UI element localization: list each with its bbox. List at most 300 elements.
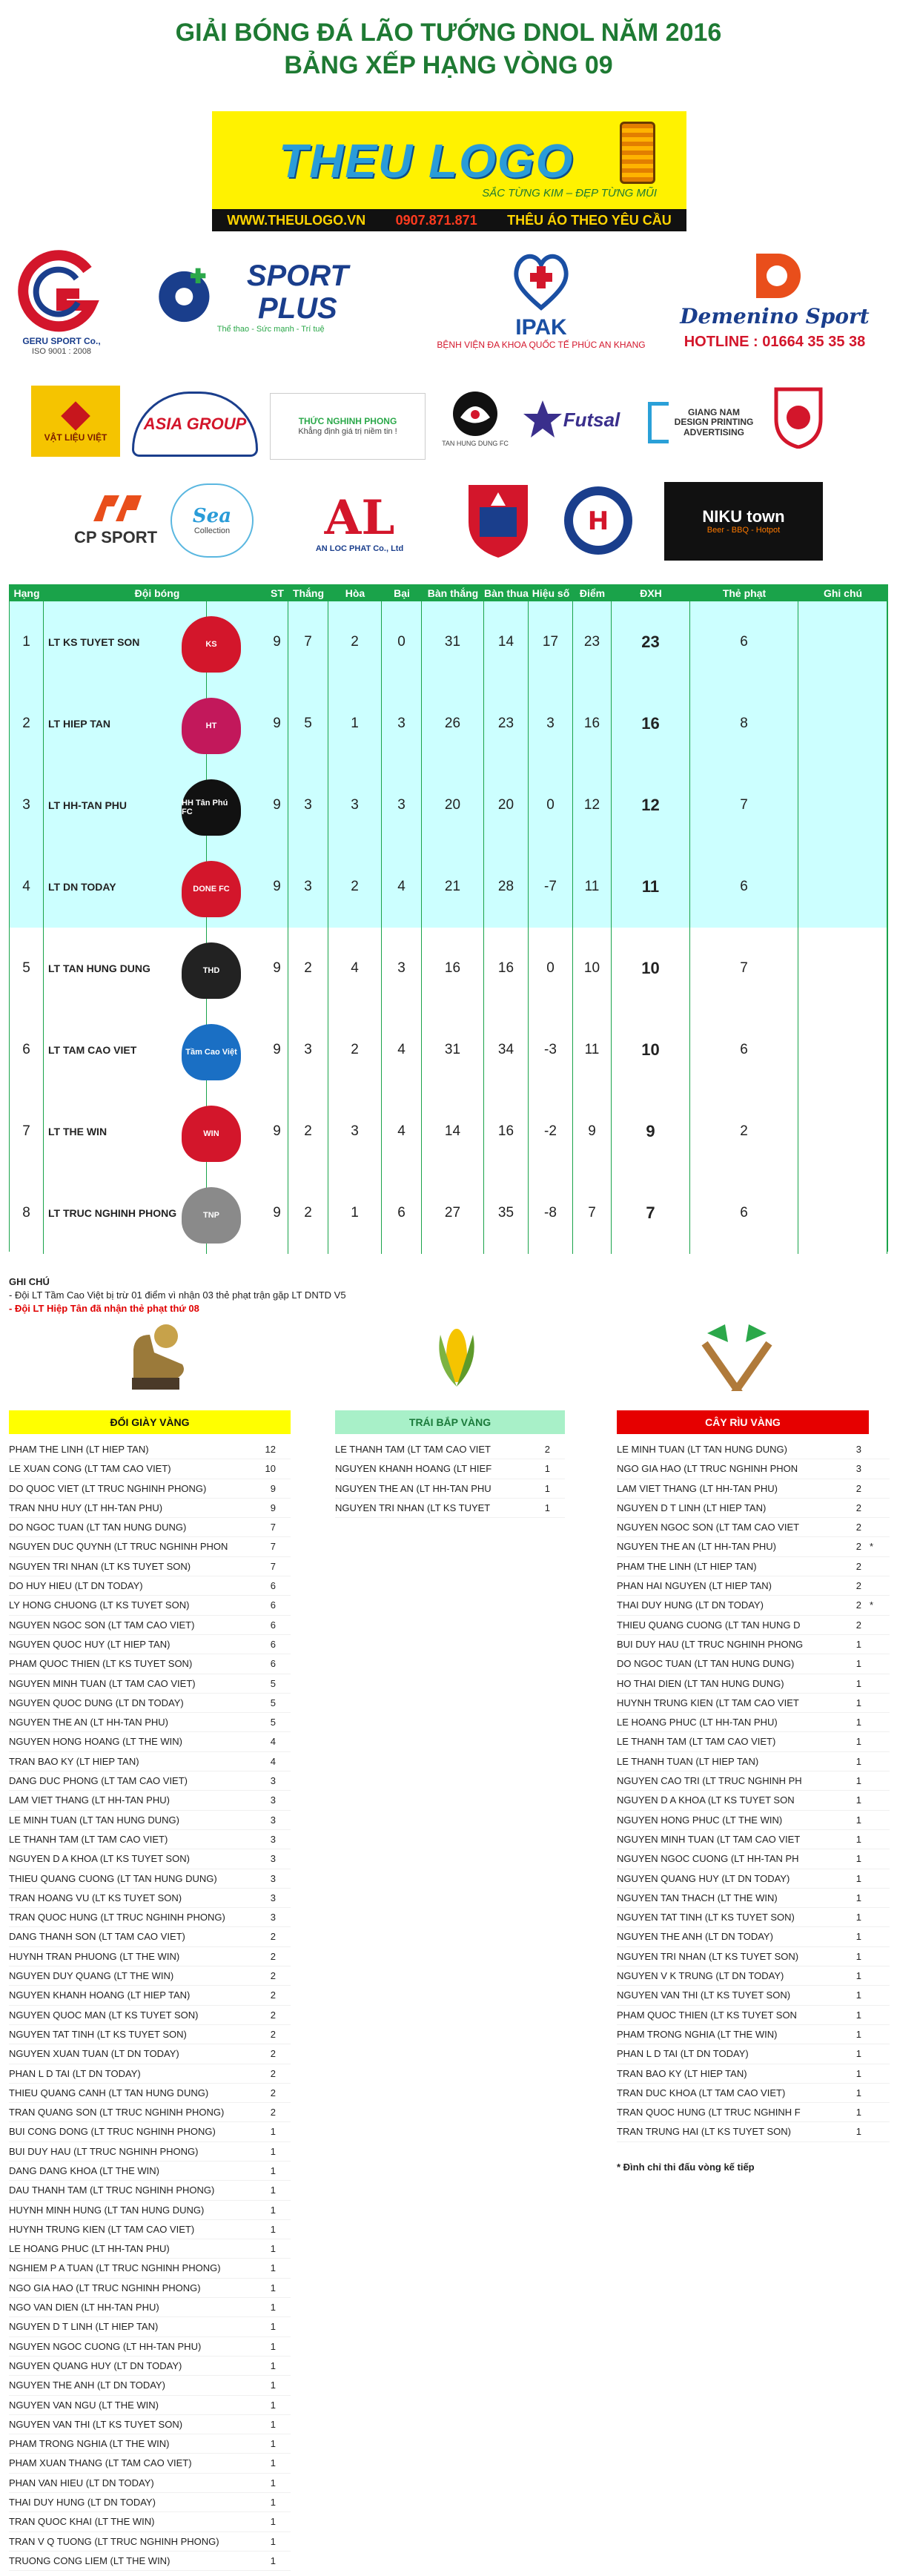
player-count: 1 bbox=[855, 1755, 861, 1767]
player-count: 1 bbox=[855, 1638, 861, 1650]
thread-spool-icon bbox=[620, 122, 655, 184]
list-item bbox=[9, 1674, 291, 1694]
player-name: NGUYEN NGOC CUONG (LT HH-TAN PH bbox=[617, 1853, 799, 1865]
player-count: 1 bbox=[855, 1814, 861, 1826]
player-count: 2 bbox=[855, 1541, 861, 1553]
list-item bbox=[9, 1557, 291, 1576]
player-count: 4 bbox=[270, 1755, 276, 1767]
player-name: BUI DUY HAU (LT TRUC NGHINH PHONG bbox=[617, 1638, 804, 1650]
player-name: NGUYEN THE ANH (LT DN TODAY) bbox=[9, 2380, 165, 2391]
suspension-mark: * bbox=[869, 1541, 873, 1553]
player-count: 2 bbox=[855, 1619, 861, 1631]
list-item bbox=[9, 2259, 291, 2278]
svg-text:H: H bbox=[587, 506, 609, 536]
list-item bbox=[617, 1869, 890, 1889]
list-item bbox=[617, 1557, 890, 1576]
list-item bbox=[9, 2064, 291, 2084]
cell-team: LT DN TODAY bbox=[44, 846, 207, 928]
player-name: NGUYEN MINH TUAN (LT TAM CAO VIET) bbox=[9, 1677, 196, 1689]
list-item bbox=[9, 1537, 291, 1556]
column-header: Thẻ phạt bbox=[722, 587, 767, 599]
list-item bbox=[9, 2181, 291, 2200]
player-count: 2 bbox=[855, 1580, 861, 1592]
cell-ga: 16 bbox=[484, 1091, 529, 1172]
player-count: 4 bbox=[270, 1736, 276, 1748]
cell-team: LT TRUC NGHINH PHONG bbox=[44, 1172, 207, 1254]
list-item bbox=[9, 2279, 291, 2298]
cp-icon bbox=[86, 492, 145, 529]
table-row bbox=[10, 1091, 887, 1172]
cell-note bbox=[798, 601, 887, 683]
cell-st: 9 bbox=[266, 928, 288, 1009]
suspension-mark: * bbox=[869, 1599, 873, 1611]
player-name: NGUYEN D A KHOA (LT KS TUYET SON) bbox=[9, 1853, 190, 1865]
player-name: NGUYEN HONG PHUC (LT THE WIN) bbox=[617, 1814, 783, 1826]
player-name: NGUYEN MINH TUAN (LT TAM CAO VIET bbox=[617, 1833, 801, 1845]
cell-pts: 16 bbox=[573, 683, 612, 764]
list-item bbox=[9, 2103, 291, 2122]
cell-st: 9 bbox=[266, 1172, 288, 1254]
list-item bbox=[9, 1499, 291, 1518]
list-item bbox=[9, 2122, 291, 2141]
player-name: NGUYEN TAT TINH (LT KS TUYET SON) bbox=[617, 1912, 795, 1923]
player-count: 3 bbox=[270, 1833, 276, 1845]
list-item bbox=[617, 2044, 890, 2064]
golden-boot-list bbox=[9, 1440, 291, 2571]
list-item bbox=[617, 1732, 890, 1751]
list-item bbox=[9, 2474, 291, 2493]
player-name: NGUYEN QUANG HUY (LT DN TODAY) bbox=[617, 1872, 790, 1884]
list-item bbox=[617, 2103, 890, 2122]
player-count: 5 bbox=[270, 1677, 276, 1689]
player-count: 1 bbox=[270, 2380, 276, 2391]
cell-gd: -2 bbox=[529, 1091, 573, 1172]
player-name: NGUYEN DUC QUYNH (LT TRUC NGHINH PHON bbox=[9, 1541, 228, 1553]
golden-axe-icon bbox=[700, 1320, 774, 1391]
player-name: NGUYEN XUAN TUAN (LT DN TODAY) bbox=[9, 2048, 179, 2060]
player-count: 1 bbox=[855, 1970, 861, 1982]
cell-note bbox=[798, 764, 887, 846]
dragon-icon bbox=[449, 388, 501, 440]
player-name: HUYNH TRAN PHUONG (LT THE WIN) bbox=[9, 1950, 180, 1962]
cell-dxh: 16 bbox=[612, 683, 690, 764]
player-count: 6 bbox=[270, 1619, 276, 1631]
list-item bbox=[9, 1518, 291, 1537]
player-count: 9 bbox=[270, 1482, 276, 1494]
list-item bbox=[617, 1674, 890, 1694]
cell-st: 9 bbox=[266, 846, 288, 928]
banner-slogan: SẮC TỪNG KIM – ĐẸP TỪNG MŨI bbox=[482, 187, 657, 199]
list-item bbox=[9, 1947, 291, 1966]
list-item bbox=[617, 1596, 890, 1615]
table-row bbox=[10, 846, 887, 928]
cell-dxh: 12 bbox=[612, 764, 690, 846]
heart-cross-icon bbox=[512, 248, 571, 315]
list-item bbox=[617, 1811, 890, 1830]
cp-sport-logo: CP SPORT bbox=[71, 483, 160, 555]
player-name: NGUYEN QUOC HUY (LT HIEP TAN) bbox=[9, 1638, 171, 1650]
cell-rank: 2 bbox=[10, 683, 44, 764]
list-item bbox=[617, 1440, 890, 1459]
page-title: GIẢI BÓNG ĐÁ LÃO TƯỚNG DNOL NĂM 2016 bbox=[175, 19, 722, 47]
cell-gf: 31 bbox=[422, 1009, 484, 1091]
player-count: 2 bbox=[855, 1599, 861, 1611]
cell-rank: 7 bbox=[10, 1091, 44, 1172]
player-name: PHAM TRONG NGHIA (LT THE WIN) bbox=[9, 2438, 170, 2450]
table-row bbox=[10, 1172, 887, 1254]
player-count: 1 bbox=[270, 2223, 276, 2235]
cell-l: 4 bbox=[382, 1009, 422, 1091]
cell-gf: 27 bbox=[422, 1172, 484, 1254]
player-name: THIEU QUANG CUONG (LT TAN HUNG D bbox=[617, 1619, 801, 1631]
list-item bbox=[9, 1752, 291, 1771]
cell-l: 4 bbox=[382, 1091, 422, 1172]
column-header: ST bbox=[271, 587, 284, 599]
player-count: 1 bbox=[270, 2535, 276, 2547]
list-item bbox=[9, 2493, 291, 2512]
cell-team: LT KS TUYET SON bbox=[44, 601, 207, 683]
banner-bar bbox=[212, 209, 686, 231]
banner-note: THÊU ÁO THEO YÊU CẦU bbox=[507, 212, 672, 228]
player-name: THIEU QUANG CANH (LT TAN HUNG DUNG) bbox=[9, 2087, 209, 2098]
cell-w: 2 bbox=[288, 1091, 328, 1172]
player-name: THAI DUY HUNG (LT DN TODAY) bbox=[9, 2497, 156, 2509]
cell-dxh: 11 bbox=[612, 846, 690, 928]
player-count: 1 bbox=[855, 1892, 861, 1903]
theu-logo-banner bbox=[212, 111, 686, 231]
player-count: 1 bbox=[270, 2164, 276, 2176]
cell-rank: 8 bbox=[10, 1172, 44, 1254]
player-count: 2 bbox=[270, 1931, 276, 1943]
player-count: 1 bbox=[855, 1697, 861, 1708]
player-name: PHAM QUOC THIEN (LT KS TUYET SON bbox=[617, 2009, 797, 2021]
player-name: HUYNH MINH HUNG (LT TAN HUNG DUNG) bbox=[9, 2204, 205, 2216]
player-name: NGUYEN NGOC CUONG (LT HH-TAN PHU) bbox=[9, 2340, 202, 2352]
player-count: 1 bbox=[855, 1775, 861, 1787]
cell-cards: 7 bbox=[690, 764, 798, 846]
diamond-icon bbox=[59, 399, 93, 433]
player-name: NGUYEN KHANH HOANG (LT HIEP TAN) bbox=[9, 1989, 191, 2001]
list-item bbox=[9, 2239, 291, 2259]
round-crest-icon bbox=[561, 483, 635, 558]
player-count: 1 bbox=[855, 1872, 861, 1884]
list-item bbox=[9, 2357, 291, 2376]
list-item bbox=[9, 1732, 291, 1751]
cell-ga: 14 bbox=[484, 601, 529, 683]
player-name: NGUYEN QUOC MAN (LT KS TUYET SON) bbox=[9, 2009, 199, 2021]
player-count: 3 bbox=[270, 1912, 276, 1923]
cell-team: LT HH-TAN PHU bbox=[44, 764, 207, 846]
player-name: NGUYEN DUY QUANG (LT THE WIN) bbox=[9, 1970, 174, 1982]
player-name: NGO GIA HAO (LT TRUC NGHINH PHON bbox=[617, 1463, 798, 1475]
player-count: 3 bbox=[855, 1444, 861, 1455]
player-count: 7 bbox=[270, 1522, 276, 1533]
list-item bbox=[9, 2532, 291, 2552]
list-item bbox=[9, 2142, 291, 2161]
cell-pts: 10 bbox=[573, 928, 612, 1009]
column-header: Bại bbox=[394, 587, 410, 599]
player-count: 1 bbox=[270, 2477, 276, 2489]
bracket-icon bbox=[648, 402, 669, 443]
player-count: 1 bbox=[855, 1677, 861, 1689]
list-item bbox=[617, 1830, 890, 1849]
list-item bbox=[617, 2064, 890, 2084]
banner-web: WWW.THEULOGO.VN bbox=[227, 212, 366, 228]
column-header: Đội bóng bbox=[134, 587, 180, 599]
list-item bbox=[617, 2122, 890, 2141]
player-count: 1 bbox=[855, 2048, 861, 2060]
giang-nam-logo: GIANG NAM DESIGN PRINTING ADVERTISING bbox=[642, 393, 761, 452]
list-item bbox=[9, 1635, 291, 1654]
cell-l: 6 bbox=[382, 1172, 422, 1254]
list-item bbox=[9, 2337, 291, 2357]
cell-w: 2 bbox=[288, 1172, 328, 1254]
player-name: PHAN L D TAI (LT DN TODAY) bbox=[9, 2067, 141, 2079]
list-item bbox=[9, 1440, 291, 1459]
list-item bbox=[617, 1966, 890, 1986]
player-name: TRAN QUOC HUNG (LT TRUC NGHINH F bbox=[617, 2107, 801, 2118]
player-name: NGUYEN THE AN (LT HH-TAN PHU) bbox=[617, 1541, 777, 1553]
player-count: 1 bbox=[855, 2087, 861, 2098]
cell-team: LT THE WIN bbox=[44, 1091, 207, 1172]
cell-rank: 6 bbox=[10, 1009, 44, 1091]
player-name: PHAM TRONG NGHIA (LT THE WIN) bbox=[617, 2028, 778, 2040]
table-row bbox=[10, 764, 887, 846]
list-item bbox=[9, 1596, 291, 1615]
asia-group-logo: ASIA GROUP bbox=[132, 392, 258, 457]
player-count: 3 bbox=[270, 1814, 276, 1826]
note-line: - Đội LT Tầm Cao Việt bị trừ 01 điểm vì nhận 03 thẻ phạt trận gặp LT DNTD V5 bbox=[9, 1289, 346, 1301]
list-item bbox=[9, 1479, 291, 1499]
team-crest-icon: KS bbox=[182, 616, 241, 673]
cell-team: LT TAN HUNG DUNG bbox=[44, 928, 207, 1009]
player-count: 1 bbox=[270, 2438, 276, 2450]
player-count: 5 bbox=[270, 1697, 276, 1708]
player-name: NGUYEN CAO TRI (LT TRUC NGHINH PH bbox=[617, 1775, 802, 1787]
player-count: 1 bbox=[270, 2262, 276, 2274]
player-count: 3 bbox=[270, 1794, 276, 1806]
cell-w: 5 bbox=[288, 683, 328, 764]
player-name: DO NGOC TUAN (LT TAN HUNG DUNG) bbox=[617, 1658, 795, 1670]
player-count: 6 bbox=[270, 1658, 276, 1670]
player-name: NGUYEN VAN THI (LT KS TUYET SON) bbox=[9, 2418, 183, 2430]
player-count: 9 bbox=[270, 1502, 276, 1513]
player-count: 1 bbox=[855, 2067, 861, 2079]
player-count: 1 bbox=[270, 2554, 276, 2566]
cell-team: LT HIEP TAN bbox=[44, 683, 207, 764]
an-loc-phat-logo: AL AN LOC PHAT Co., Ltd bbox=[315, 489, 404, 554]
player-name: NGUYEN D T LINH (LT HIEP TAN) bbox=[617, 1502, 767, 1513]
cell-cards: 2 bbox=[690, 1091, 798, 1172]
column-header: Thắng bbox=[293, 587, 324, 599]
golden-boot-trophy-icon bbox=[119, 1320, 193, 1391]
cell-gd: 0 bbox=[529, 764, 573, 846]
player-name: TRAN QUOC KHAI (LT THE WIN) bbox=[9, 2516, 155, 2528]
player-name: PHAM THE LINH (LT HIEP TAN) bbox=[617, 1560, 757, 1572]
player-name: LAM VIET THANG (LT HH-TAN PHU) bbox=[617, 1482, 778, 1494]
player-count: 1 bbox=[270, 2321, 276, 2333]
player-name: DO QUOC VIET (LT TRUC NGHINH PHONG) bbox=[9, 1482, 207, 1494]
player-count: 1 bbox=[855, 1950, 861, 1962]
golden-corn-list bbox=[335, 1440, 565, 1518]
player-name: TRAN QUANG SON (LT TRUC NGHINH PHONG) bbox=[9, 2107, 225, 2118]
list-item bbox=[335, 1459, 565, 1479]
demenino-d-icon bbox=[741, 246, 808, 306]
cell-rank: 4 bbox=[10, 846, 44, 928]
cell-note bbox=[798, 683, 887, 764]
cell-pts: 12 bbox=[573, 764, 612, 846]
column-header: Điểm bbox=[579, 587, 606, 599]
player-name: HUYNH TRUNG KIEN (LT TAM CAO VIET) bbox=[9, 2223, 195, 2235]
player-count: 1 bbox=[855, 1833, 861, 1845]
list-item bbox=[9, 2396, 291, 2415]
list-item bbox=[9, 2044, 291, 2064]
team-crest-icon: HH Tân Phú FC bbox=[182, 779, 241, 836]
player-name: PHAM XUAN THANG (LT TAM CAO VIET) bbox=[9, 2457, 192, 2469]
ipak-logo: IPAK BỆNH VIỆN ĐA KHOA QUỐC TẾ PHÚC AN KHANG bbox=[430, 236, 652, 362]
team-crest-icon: WIN bbox=[182, 1106, 241, 1162]
player-name: TRAN QUOC HUNG (LT TRUC NGHINH PHONG) bbox=[9, 1912, 225, 1923]
table-row bbox=[10, 683, 887, 764]
list-item bbox=[335, 1499, 565, 1518]
list-item bbox=[9, 2161, 291, 2181]
cell-w: 2 bbox=[288, 928, 328, 1009]
player-count: 2 bbox=[855, 1482, 861, 1494]
cell-dxh: 7 bbox=[612, 1172, 690, 1254]
list-item bbox=[9, 1616, 291, 1635]
cell-d: 2 bbox=[328, 601, 382, 683]
player-name: NGUYEN TRI NHAN (LT KS TUYET SON) bbox=[617, 1950, 799, 1962]
player-count: 2 bbox=[270, 2107, 276, 2118]
list-item bbox=[617, 1576, 890, 1596]
player-name: NGUYEN TAT TINH (LT KS TUYET SON) bbox=[9, 2028, 187, 2040]
golden-corn-icon bbox=[420, 1320, 494, 1391]
player-name: NGUYEN THE ANH (LT DN TODAY) bbox=[617, 1931, 773, 1943]
player-name: NGUYEN VAN THI (LT KS TUYET SON) bbox=[617, 1989, 791, 2001]
player-name: TRAN DUC KHOA (LT TAM CAO VIET) bbox=[617, 2087, 786, 2098]
player-name: LE THANH TAM (LT TAM CAO VIET bbox=[335, 1444, 491, 1455]
cell-dxh: 23 bbox=[612, 601, 690, 683]
player-name: TRAN HOANG VU (LT KS TUYET SON) bbox=[9, 1892, 182, 1903]
player-count: 2 bbox=[270, 2028, 276, 2040]
list-item bbox=[9, 1908, 291, 1927]
cell-team: LT TAM CAO VIET bbox=[44, 1009, 207, 1091]
player-name: DANG DUC PHONG (LT TAM CAO VIET) bbox=[9, 1775, 188, 1787]
niku-town-logo: NIKU town Beer - BBQ - Hotpot bbox=[664, 482, 823, 561]
column-header: Hòa bbox=[345, 587, 365, 599]
player-name: LE THANH TAM (LT TAM CAO VIET) bbox=[617, 1736, 776, 1748]
cell-ga: 35 bbox=[484, 1172, 529, 1254]
cell-dxh: 9 bbox=[612, 1091, 690, 1172]
player-name: NGUYEN THE AN (LT HH-TAN PHU) bbox=[9, 1717, 169, 1728]
list-item bbox=[9, 2025, 291, 2044]
team-crest-icon: THD bbox=[182, 942, 241, 999]
player-count: 1 bbox=[270, 2204, 276, 2216]
player-name: DO NGOC TUAN (LT TAN HUNG DUNG) bbox=[9, 1522, 187, 1533]
golden-axe-title: CÂY RÌU VÀNG bbox=[617, 1410, 869, 1434]
demenino-sport-logo: Demenino Sport HOTLINE : 01664 35 35 38 bbox=[667, 231, 882, 365]
player-name: TRAN TRUNG HAI (LT KS TUYET SON) bbox=[617, 2126, 791, 2138]
player-name: TRAN V Q TUONG (LT TRUC NGHINH PHONG) bbox=[9, 2535, 219, 2547]
player-count: 3 bbox=[270, 1853, 276, 1865]
cell-gf: 31 bbox=[422, 601, 484, 683]
soccer-ball-icon bbox=[156, 263, 213, 330]
player-count: 2 bbox=[270, 2087, 276, 2098]
player-count: 3 bbox=[270, 1892, 276, 1903]
column-header: Hạng bbox=[13, 587, 40, 599]
player-name: NGUYEN HONG HOANG (LT THE WIN) bbox=[9, 1736, 183, 1748]
golden-boot-title: ĐỔI GIÀY VÀNG bbox=[9, 1410, 291, 1434]
player-name: DANG DANG KHOA (LT THE WIN) bbox=[9, 2164, 159, 2176]
golden-corn-title: TRÁI BẮP VÀNG bbox=[335, 1410, 565, 1434]
player-count: 1 bbox=[270, 2145, 276, 2157]
list-item bbox=[617, 1849, 890, 1869]
list-item bbox=[9, 1830, 291, 1849]
table-row bbox=[10, 928, 887, 1009]
player-name: LE MINH TUAN (LT TAN HUNG DUNG) bbox=[9, 1814, 179, 1826]
player-count: 5 bbox=[270, 1717, 276, 1728]
player-count: 1 bbox=[270, 2359, 276, 2371]
list-item bbox=[617, 1947, 890, 1966]
player-count: 1 bbox=[544, 1463, 550, 1475]
cell-pts: 11 bbox=[573, 846, 612, 928]
list-item bbox=[9, 2415, 291, 2434]
cell-d: 1 bbox=[328, 1172, 382, 1254]
list-item bbox=[9, 1576, 291, 1596]
player-name: NGUYEN VAN NGU (LT THE WIN) bbox=[9, 2399, 159, 2411]
list-item bbox=[9, 2552, 291, 2571]
player-count: 1 bbox=[270, 2282, 276, 2293]
player-name: NGO VAN DIEN (LT HH-TAN PHU) bbox=[9, 2302, 159, 2314]
player-count: 1 bbox=[270, 2302, 276, 2314]
player-count: 2 bbox=[270, 2009, 276, 2021]
column-header: ĐXH bbox=[640, 587, 662, 599]
player-count: 1 bbox=[544, 1502, 550, 1513]
list-item bbox=[617, 1635, 890, 1654]
list-item bbox=[617, 1459, 890, 1479]
player-count: 1 bbox=[270, 2340, 276, 2352]
player-count: 1 bbox=[855, 2126, 861, 2138]
cell-l: 3 bbox=[382, 683, 422, 764]
cell-ga: 23 bbox=[484, 683, 529, 764]
player-name: DAU THANH TAM (LT TRUC NGHINH PHONG) bbox=[9, 2184, 215, 2196]
player-count: 2 bbox=[270, 2067, 276, 2079]
player-name: LE HOANG PHUC (LT HH-TAN PHU) bbox=[617, 1717, 778, 1728]
player-name: NGUYEN D A KHOA (LT KS TUYET SON bbox=[617, 1794, 795, 1806]
cell-pts: 7 bbox=[573, 1172, 612, 1254]
player-count: 1 bbox=[270, 2399, 276, 2411]
ks-tuyet-son-logo bbox=[765, 378, 832, 452]
player-count: 2 bbox=[270, 1950, 276, 1962]
vat-lieu-viet-logo: VẬT LIỆU VIỆT bbox=[31, 386, 120, 457]
cell-d: 2 bbox=[328, 846, 382, 928]
column-header: Hiệu số bbox=[532, 587, 570, 599]
tan-hung-dung-logo: TAN HUNG DUNG FC bbox=[440, 377, 510, 458]
player-count: 1 bbox=[855, 1717, 861, 1728]
list-item bbox=[617, 2025, 890, 2044]
list-item bbox=[9, 1771, 291, 1791]
star-icon bbox=[522, 399, 563, 440]
player-count: 6 bbox=[270, 1599, 276, 1611]
cell-d: 2 bbox=[328, 1009, 382, 1091]
list-item bbox=[617, 1654, 890, 1674]
player-count: 1 bbox=[855, 1658, 861, 1670]
player-name: NGUYEN D T LINH (LT HIEP TAN) bbox=[9, 2321, 159, 2333]
list-item bbox=[9, 1459, 291, 1479]
player-count: 2 bbox=[270, 2048, 276, 2060]
list-item bbox=[9, 2317, 291, 2336]
list-item bbox=[617, 1479, 890, 1499]
